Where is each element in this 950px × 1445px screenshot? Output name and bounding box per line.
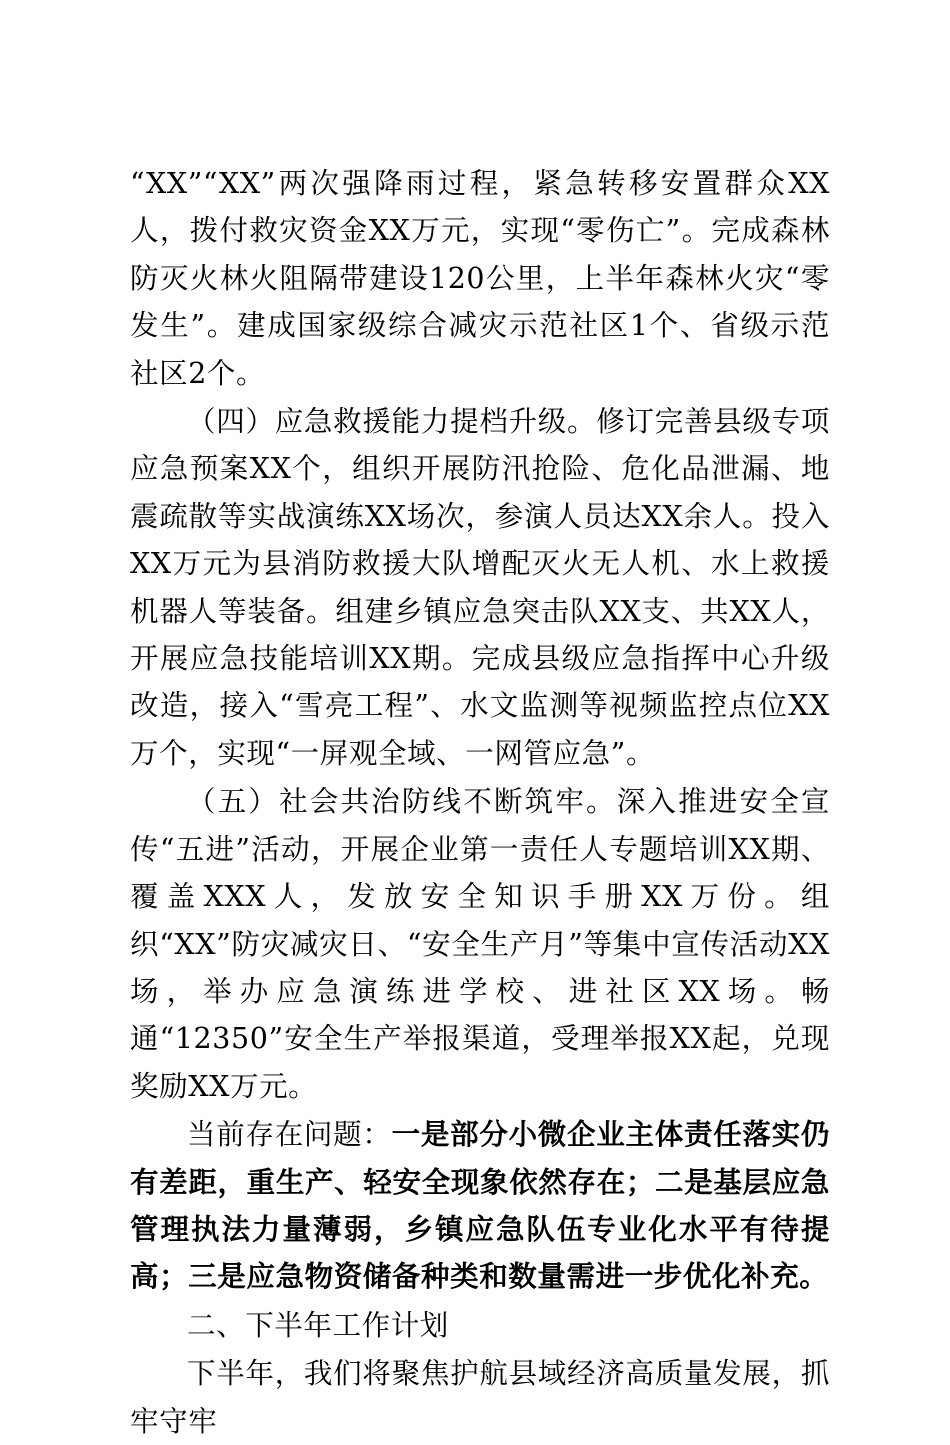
paragraph-current-problems: [130, 1111, 830, 1301]
document-page: [130, 160, 830, 1445]
paragraph-emergency-rescue: （四）应急救援能力提档升级。修订完善县级专项应急预案XX个，组织开展防汛抢险、危化品泄漏、地震疏散等实战演练XX场次，参演人员达XX余人。投入XX万元为县消防救援大队增配灭火无人机、水上救援机器人等装备。组建乡镇应急突击队XX支、共XX人，开展应急技能培训XX期。完成县级应急指挥中心升级改造，接入“雪亮工程”、水文监测等视频监控点位XX万个，实现“一屏观全域、一网管应急”。: [130, 405, 830, 770]
paragraph-second-half-intro: 下半年，我们将聚焦护航县域经济高质量发展，抓牢守牢: [130, 1357, 830, 1438]
paragraph-disaster-relief: “XX”“XX”两次强降雨过程，紧急转移安置群众XX人，拨付救灾资金XX万元，实现“零伤亡”。完成森林防灭火林火阻隔带建设120公里，上半年森林火灾“零发生”。建成国家级综合减灾示范社区1个、省级示范社区2个。: [130, 167, 830, 390]
section-heading-second-half-plan: 二、下半年工作计划: [187, 1308, 449, 1342]
problems-lead: 当前存在问题：: [187, 1118, 392, 1152]
paragraph-social-governance: （五）社会共治防线不断筑牢。深入推进安全宣传“五进”活动，开展企业第一责任人专题培训XX期、覆盖XXX人，发放安全知识手册XX万份。组织“XX”防灾减灾日、“安全生产月”等集中宣传活动XX场，举办应急演练进学校、进社区XX场。畅通“12350”安全生产举报渠道，受理举报XX起，兑现奖励XX万元。: [130, 785, 830, 1103]
problems-bold-text: 一是部分小微企业主体责任落实仍有差距，重生产、轻安全现象依然存在；二是基层应急管理执法力量薄弱，乡镇应急队伍专业化水平有待提高；三是应急物资储备种类和数量需进一步优化补充。: [130, 1117, 830, 1294]
